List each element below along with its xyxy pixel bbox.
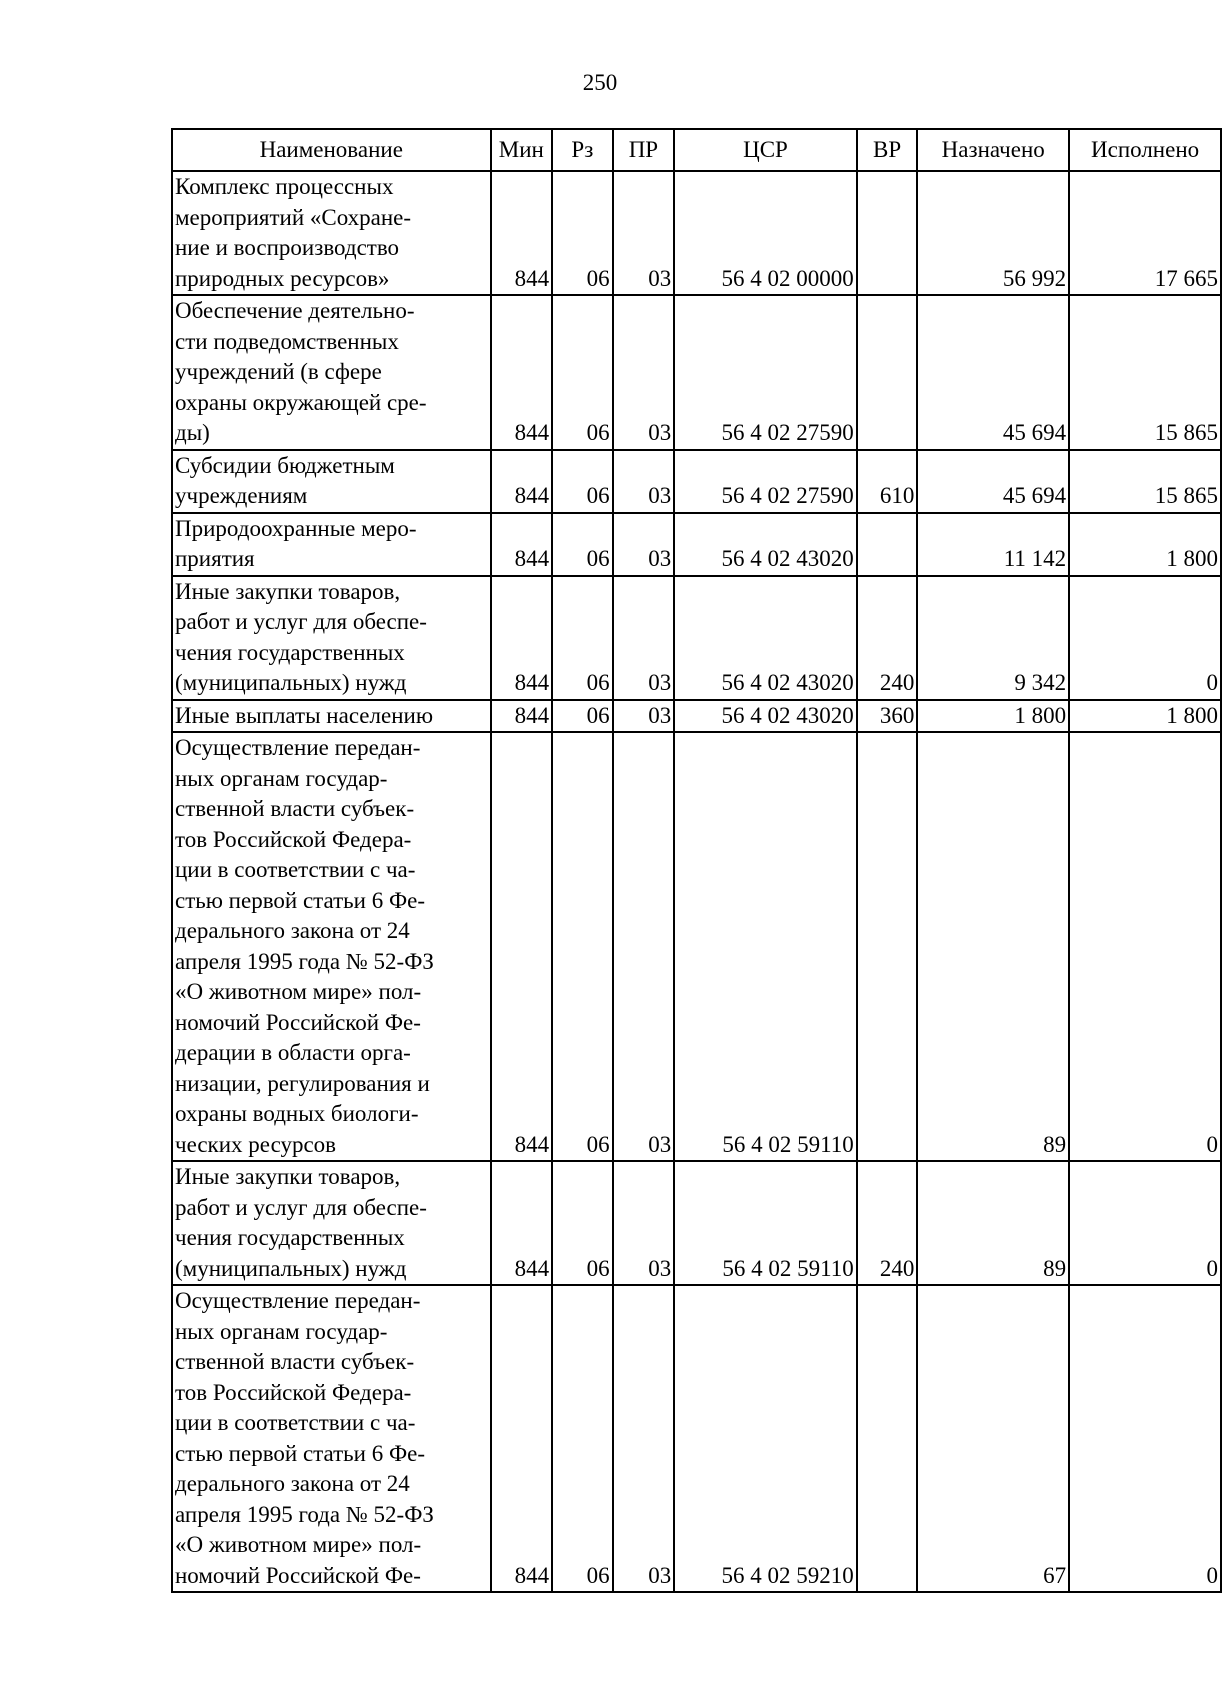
cell-vr: 240 [857, 576, 918, 700]
name-line: дерального закона от 24 [175, 918, 410, 943]
cell-rz: 06 [552, 1285, 613, 1592]
budget-table [171, 128, 1222, 1593]
cell-name [172, 513, 491, 576]
cell-rz: 06 [552, 1161, 613, 1285]
cell-vr [857, 171, 918, 295]
cell-csr: 56 4 02 59210 [674, 1285, 857, 1592]
cell-pr: 03 [613, 732, 675, 1161]
cell-pr: 03 [613, 171, 675, 295]
name-line: Иные закупки товаров, [175, 1164, 401, 1189]
cell-rz: 06 [552, 700, 613, 733]
name-line: ды) [175, 420, 210, 445]
name-line: ных органам государ- [175, 1318, 388, 1344]
cell-min: 844 [491, 576, 553, 700]
cell-csr: 56 4 02 27590 [674, 450, 857, 513]
cell-pr: 03 [613, 700, 675, 733]
name-line: ческих ресурсов [175, 1131, 337, 1157]
name-line: «О животном мире» пол- [175, 1532, 422, 1557]
cell-assigned: 45 694 [917, 450, 1069, 513]
name-line: «О животном мире» пол- [175, 979, 422, 1004]
cell-executed: 0 [1069, 1285, 1221, 1592]
cell-name [172, 1161, 491, 1285]
cell-executed: 0 [1069, 1161, 1221, 1285]
name-line: приятия [175, 546, 255, 571]
cell-min: 844 [491, 1161, 553, 1285]
table-row [172, 295, 1221, 450]
name-line: мероприятий «Сохране- [175, 204, 412, 230]
cell-vr [857, 1285, 918, 1592]
cell-name [172, 450, 491, 513]
name-line: тов Российской Федера- [175, 1379, 412, 1405]
cell-pr: 03 [613, 576, 675, 700]
name-line: стью первой статьи 6 Фе- [175, 887, 426, 913]
name-line: (муниципальных) нужд [175, 670, 407, 695]
cell-vr [857, 732, 918, 1161]
name-line: (муниципальных) нужд [175, 1255, 407, 1281]
cell-executed: 15 865 [1069, 450, 1221, 513]
cell-rz: 06 [552, 295, 613, 450]
header-pr: ПР [613, 129, 675, 171]
cell-executed: 17 665 [1069, 171, 1221, 295]
name-line: Природоохранные меро- [175, 515, 417, 541]
cell-name [172, 732, 491, 1161]
name-line: Иные выплаты населению [175, 702, 433, 728]
cell-csr: 56 4 02 59110 [674, 1161, 857, 1285]
name-line: охраны водных биологи- [175, 1101, 419, 1126]
name-line: сти подведомственных [175, 328, 399, 354]
name-line: дерального закона от 24 [175, 1471, 410, 1496]
name-line: номочий Российской Фе- [175, 1009, 421, 1035]
table-header-row [172, 129, 1221, 171]
cell-min: 844 [491, 513, 553, 576]
name-line: апреля 1995 года № 52-ФЗ [175, 948, 434, 974]
cell-rz: 06 [552, 171, 613, 295]
cell-min: 844 [491, 732, 553, 1161]
table-row [172, 450, 1221, 513]
name-line: охраны окружающей сре- [175, 389, 427, 415]
cell-executed: 0 [1069, 576, 1221, 700]
cell-vr [857, 513, 918, 576]
cell-assigned: 89 [917, 1161, 1069, 1285]
header-vr: ВР [857, 129, 918, 171]
cell-min: 844 [491, 295, 553, 450]
name-line: дерации в области орга- [175, 1040, 411, 1065]
cell-rz: 06 [552, 732, 613, 1161]
table-row [172, 1285, 1221, 1592]
name-line: работ и услуг для обеспе- [175, 609, 427, 634]
table-row [172, 700, 1221, 733]
table-row [172, 576, 1221, 700]
name-line: Комплекс процессных [175, 174, 394, 199]
name-line: ции в соответствии с ча- [175, 1410, 416, 1435]
name-line: учреждениям [175, 483, 308, 508]
cell-executed: 1 800 [1069, 513, 1221, 576]
cell-min: 844 [491, 700, 553, 733]
cell-csr: 56 4 02 43020 [674, 700, 857, 733]
table-row [172, 513, 1221, 576]
cell-rz: 06 [552, 576, 613, 700]
name-line: учреждений (в сфере [175, 359, 382, 384]
name-line: ции в соответствии с ча- [175, 857, 416, 882]
cell-assigned: 56 992 [917, 171, 1069, 295]
cell-rz: 06 [552, 450, 613, 513]
cell-vr: 240 [857, 1161, 918, 1285]
table-row [172, 732, 1221, 1161]
name-line: чения государственных [175, 639, 405, 665]
header-rz: Рз [552, 129, 613, 171]
cell-name [172, 576, 491, 700]
cell-name [172, 700, 491, 733]
cell-assigned: 67 [917, 1285, 1069, 1592]
header-min: Мин [491, 129, 553, 171]
cell-rz: 06 [552, 513, 613, 576]
table-row [172, 171, 1221, 295]
cell-assigned: 45 694 [917, 295, 1069, 450]
name-line: номочий Российской Фе- [175, 1562, 421, 1588]
name-line: ственной власти субъек- [175, 796, 415, 821]
name-line: Субсидии бюджетным [175, 452, 395, 478]
cell-pr: 03 [613, 450, 675, 513]
cell-pr: 03 [613, 513, 675, 576]
cell-min: 844 [491, 1285, 553, 1592]
cell-name [172, 171, 491, 295]
page-number: 250 [582, 70, 618, 95]
cell-min: 844 [491, 171, 553, 295]
table-body [172, 171, 1221, 1592]
cell-executed: 1 800 [1069, 700, 1221, 733]
cell-pr: 03 [613, 1161, 675, 1285]
header-assigned: Назначено [917, 129, 1069, 171]
name-line: Обеспечение деятельно- [175, 298, 415, 323]
cell-executed: 0 [1069, 732, 1221, 1161]
cell-assigned: 11 142 [917, 513, 1069, 576]
name-line: чения государственных [175, 1225, 405, 1250]
table-row [172, 1161, 1221, 1285]
cell-csr: 56 4 02 27590 [674, 295, 857, 450]
name-line: природных ресурсов» [175, 265, 390, 291]
cell-min: 844 [491, 450, 553, 513]
cell-vr [857, 295, 918, 450]
cell-vr: 610 [857, 450, 918, 513]
cell-assigned: 1 800 [917, 700, 1069, 733]
name-line: Иные закупки товаров, [175, 578, 401, 604]
name-line: апреля 1995 года № 52-ФЗ [175, 1501, 434, 1527]
name-line: низации, регулирования и [175, 1070, 430, 1096]
header-csr: ЦСР [674, 129, 857, 171]
name-line: работ и услуг для обеспе- [175, 1194, 427, 1220]
cell-name [172, 1285, 491, 1592]
cell-csr: 56 4 02 59110 [674, 732, 857, 1161]
name-line: Осуществление передан- [175, 735, 421, 760]
cell-vr: 360 [857, 700, 918, 733]
cell-csr: 56 4 02 00000 [674, 171, 857, 295]
cell-executed: 15 865 [1069, 295, 1221, 450]
cell-assigned: 9 342 [917, 576, 1069, 700]
cell-csr: 56 4 02 43020 [674, 576, 857, 700]
cell-assigned: 89 [917, 732, 1069, 1161]
header-executed: Исполнено [1069, 129, 1221, 171]
name-line: Осуществление передан- [175, 1288, 421, 1313]
name-line: ных органам государ- [175, 765, 388, 791]
name-line: стью первой статьи 6 Фе- [175, 1440, 426, 1466]
cell-name [172, 295, 491, 450]
cell-pr: 03 [613, 1285, 675, 1592]
name-line: ственной власти субъек- [175, 1349, 415, 1374]
cell-csr: 56 4 02 43020 [674, 513, 857, 576]
name-line: ние и воспроизводство [175, 235, 400, 260]
name-line: тов Российской Федера- [175, 826, 412, 852]
header-name: Наименование [172, 129, 491, 171]
cell-pr: 03 [613, 295, 675, 450]
